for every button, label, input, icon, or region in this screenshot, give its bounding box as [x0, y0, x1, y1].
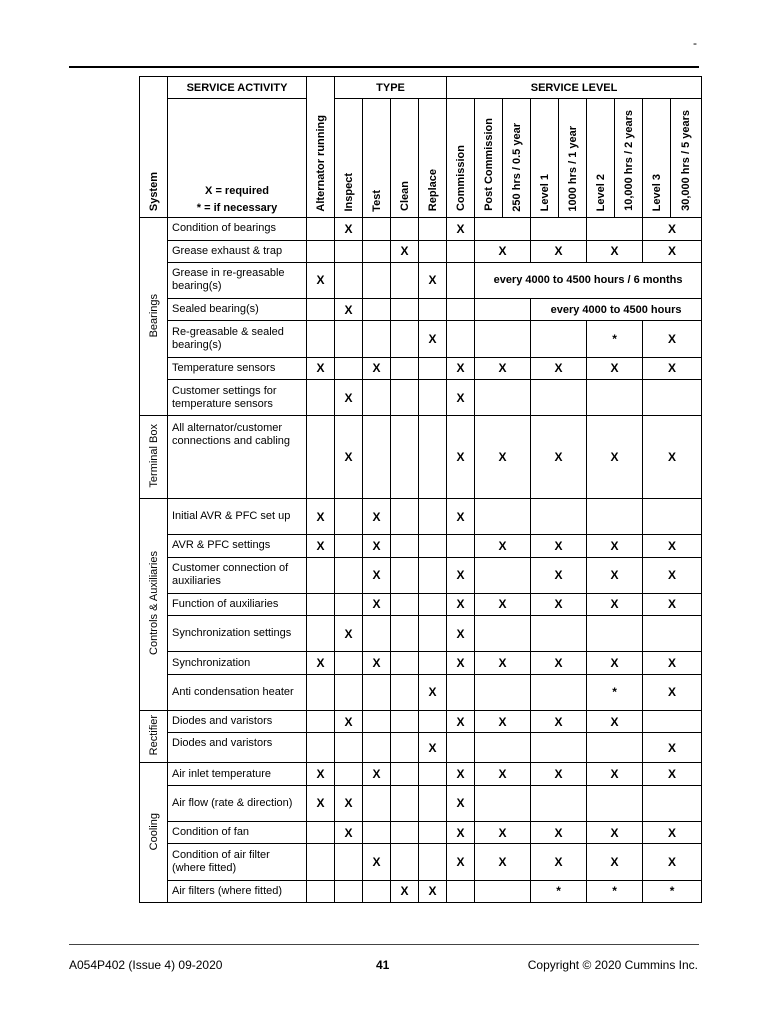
- mark-level-1: [531, 785, 587, 821]
- mark-test: X: [363, 763, 391, 785]
- mark-alternator-running: [307, 616, 335, 652]
- mark-test: [363, 880, 391, 902]
- mark-commission: X: [447, 785, 475, 821]
- legend-required: X = required: [205, 185, 269, 198]
- mark-level-1: X: [531, 652, 587, 674]
- mark-post-commission: X: [475, 357, 531, 379]
- mark-inspect: [335, 674, 363, 710]
- mark-post-commission: [475, 218, 531, 240]
- mark-level-1: [531, 733, 587, 763]
- mark-commission: X: [447, 357, 475, 379]
- mark-inspect: [335, 652, 363, 674]
- mark-inspect: [335, 498, 363, 534]
- mark-post-commission: [475, 321, 531, 357]
- top-rule: [69, 66, 699, 68]
- mark-replace: [419, 240, 447, 262]
- copyright: Copyright © 2020 Cummins Inc.: [527, 958, 698, 972]
- col-test: Test: [363, 99, 391, 218]
- table-row: [140, 218, 702, 240]
- mark-post-commission: X: [475, 652, 531, 674]
- mark-replace: X: [419, 880, 447, 902]
- activity-cell: Customer connection of auxiliaries: [168, 557, 307, 593]
- table-row: [140, 880, 702, 902]
- mark-level-2: X: [587, 652, 643, 674]
- interval-note: every 4000 to 4500 hours: [531, 299, 702, 321]
- mark-level-1: [531, 321, 587, 357]
- mark-replace: [419, 763, 447, 785]
- mark-clean: [391, 710, 419, 732]
- mark-alternator-running: [307, 299, 335, 321]
- mark-level-2: X: [587, 593, 643, 615]
- service-schedule-table: [139, 76, 702, 903]
- mark-clean: [391, 535, 419, 557]
- mark-clean: [391, 844, 419, 880]
- activity-cell: Condition of air filter (where fitted): [168, 844, 307, 880]
- mark-replace: X: [419, 262, 447, 298]
- activity-cell: All alternator/customer connections and cabling: [168, 416, 307, 499]
- mark-level-3: X: [643, 357, 702, 379]
- mark-post-commission: X: [475, 416, 531, 499]
- mark-test: X: [363, 357, 391, 379]
- mark-test: X: [363, 535, 391, 557]
- mark-level-1: X: [531, 763, 587, 785]
- mark-replace: [419, 785, 447, 821]
- mark-alternator-running: [307, 844, 335, 880]
- activity-cell: Air flow (rate & direction): [168, 785, 307, 821]
- mark-inspect: [335, 557, 363, 593]
- mark-replace: [419, 379, 447, 415]
- mark-level-2: X: [587, 822, 643, 844]
- activity-cell: Air filters (where fitted): [168, 880, 307, 902]
- mark-clean: [391, 498, 419, 534]
- mark-inspect: [335, 593, 363, 615]
- system-cooling: Cooling: [140, 763, 168, 903]
- mark-test: X: [363, 652, 391, 674]
- mark-commission: X: [447, 616, 475, 652]
- activity-cell: Function of auxiliaries: [168, 593, 307, 615]
- mark-level-3: X: [643, 416, 702, 499]
- mark-replace: [419, 844, 447, 880]
- mark-alternator-running: [307, 321, 335, 357]
- mark-inspect: [335, 844, 363, 880]
- mark-replace: [419, 416, 447, 499]
- table-row: [140, 416, 702, 499]
- mark-level-2: *: [587, 674, 643, 710]
- table-row: [140, 321, 702, 357]
- table-row: [140, 262, 702, 298]
- mark-clean: [391, 218, 419, 240]
- table-row: [140, 616, 702, 652]
- mark-level-1: X: [531, 844, 587, 880]
- table-row: [140, 733, 702, 763]
- mark-commission: [447, 733, 475, 763]
- mark-level-1: [531, 616, 587, 652]
- mark-level-2: [587, 733, 643, 763]
- mark-clean: [391, 733, 419, 763]
- mark-level-3: [643, 498, 702, 534]
- mark-test: [363, 299, 391, 321]
- mark-test: [363, 785, 391, 821]
- mark-commission: X: [447, 557, 475, 593]
- mark-level-3: X: [643, 674, 702, 710]
- activity-cell: Condition of fan: [168, 822, 307, 844]
- mark-replace: [419, 299, 447, 321]
- mark-level-2: X: [587, 357, 643, 379]
- mark-level-1: X: [531, 557, 587, 593]
- mark-inspect: X: [335, 710, 363, 732]
- document-reference: A054P402 (Issue 4) 09-2020: [69, 958, 223, 972]
- mark-clean: [391, 674, 419, 710]
- mark-level-2: X: [587, 844, 643, 880]
- mark-alternator-running: [307, 240, 335, 262]
- mark-post-commission: X: [475, 593, 531, 615]
- mark-alternator-running: [307, 379, 335, 415]
- mark-level-2: [587, 218, 643, 240]
- mark-test: [363, 218, 391, 240]
- mark-post-commission: [475, 299, 531, 321]
- mark-level-1: [531, 498, 587, 534]
- mark-level-2: [587, 379, 643, 415]
- mark-level-1: X: [531, 416, 587, 499]
- table-row: [140, 822, 702, 844]
- mark-post-commission: X: [475, 710, 531, 732]
- system-rectifier: Rectifier: [140, 710, 168, 762]
- col-30000-hrs: 30,000 hrs / 5 years: [671, 99, 702, 218]
- table-row: [140, 357, 702, 379]
- mark-alternator-running: X: [307, 785, 335, 821]
- activity-cell: Customer settings for temperature sensors: [168, 379, 307, 415]
- mark-post-commission: X: [475, 240, 531, 262]
- mark-post-commission: [475, 674, 531, 710]
- mark-clean: [391, 785, 419, 821]
- table-row: [140, 557, 702, 593]
- table-row: [140, 710, 702, 732]
- mark-test: [363, 321, 391, 357]
- mark-level-2: X: [587, 416, 643, 499]
- mark-inspect: [335, 535, 363, 557]
- mark-post-commission: X: [475, 844, 531, 880]
- legend: [168, 99, 307, 218]
- mark-clean: [391, 299, 419, 321]
- mark-clean: [391, 652, 419, 674]
- col-level-1: Level 1: [531, 99, 559, 218]
- mark-replace: [419, 593, 447, 615]
- mark-level-3: [643, 710, 702, 732]
- table-row: [140, 498, 702, 534]
- mark-clean: [391, 379, 419, 415]
- mark-level-1: X: [531, 357, 587, 379]
- col-250-hrs: 250 hrs / 0.5 year: [503, 99, 531, 218]
- table-row: [140, 593, 702, 615]
- mark-level-3: X: [643, 763, 702, 785]
- system-column-header: System: [140, 77, 168, 218]
- mark-test: [363, 822, 391, 844]
- mark-commission: X: [447, 593, 475, 615]
- mark-inspect: X: [335, 218, 363, 240]
- table-row: [140, 763, 702, 785]
- mark-replace: [419, 357, 447, 379]
- mark-commission: [447, 674, 475, 710]
- service-level-header: SERVICE LEVEL: [447, 77, 702, 99]
- mark-alternator-running: X: [307, 498, 335, 534]
- col-replace: Replace: [419, 99, 447, 218]
- mark-replace: X: [419, 674, 447, 710]
- mark-test: X: [363, 498, 391, 534]
- mark-clean: [391, 321, 419, 357]
- header-row-columns: [140, 99, 702, 218]
- activity-cell: Condition of bearings: [168, 218, 307, 240]
- mark-level-3: X: [643, 652, 702, 674]
- mark-level-3: X: [643, 844, 702, 880]
- mark-post-commission: [475, 785, 531, 821]
- mark-level-2: [587, 785, 643, 821]
- mark-level-3: X: [643, 733, 702, 763]
- table-row: [140, 785, 702, 821]
- activity-cell: Initial AVR & PFC set up: [168, 498, 307, 534]
- activity-cell: AVR & PFC settings: [168, 535, 307, 557]
- service-activity-header: SERVICE ACTIVITY: [168, 77, 307, 99]
- interval-note: every 4000 to 4500 hours / 6 months: [475, 262, 702, 298]
- mark-test: [363, 416, 391, 499]
- mark-level-2: X: [587, 710, 643, 732]
- mark-replace: [419, 218, 447, 240]
- mark-test: X: [363, 844, 391, 880]
- mark-level-2: *: [587, 321, 643, 357]
- footer-rule: [69, 944, 699, 945]
- mark-test: X: [363, 593, 391, 615]
- activity-cell: Air inlet temperature: [168, 763, 307, 785]
- col-10000-hrs: 10,000 hrs / 2 years: [615, 99, 643, 218]
- mark-level-3: [643, 785, 702, 821]
- mark-post-commission: X: [475, 535, 531, 557]
- mark-replace: [419, 710, 447, 732]
- mark-commission: X: [447, 379, 475, 415]
- mark-level-1: X: [531, 710, 587, 732]
- mark-level-3: [643, 379, 702, 415]
- mark-inspect: X: [335, 299, 363, 321]
- mark-inspect: X: [335, 616, 363, 652]
- col-1000-hrs: 1000 hrs / 1 year: [559, 99, 587, 218]
- mark-inspect: [335, 733, 363, 763]
- mark-level-1: *: [531, 880, 587, 902]
- header-row-sections: [140, 77, 702, 99]
- system-terminal-box: Terminal Box: [140, 416, 168, 499]
- system-bearings: Bearings: [140, 218, 168, 416]
- mark-clean: [391, 616, 419, 652]
- mark-clean: [391, 763, 419, 785]
- mark-level-3: X: [643, 535, 702, 557]
- mark-commission: [447, 299, 475, 321]
- col-post-commission: Post Commission: [475, 99, 503, 218]
- mark-alternator-running: [307, 416, 335, 499]
- mark-commission: X: [447, 652, 475, 674]
- activity-cell: Sealed bearing(s): [168, 299, 307, 321]
- mark-commission: X: [447, 218, 475, 240]
- mark-replace: X: [419, 321, 447, 357]
- mark-level-3: X: [643, 557, 702, 593]
- type-header: TYPE: [335, 77, 447, 99]
- mark-replace: [419, 822, 447, 844]
- mark-alternator-running: [307, 593, 335, 615]
- mark-alternator-running: [307, 822, 335, 844]
- mark-test: [363, 379, 391, 415]
- mark-inspect: X: [335, 785, 363, 821]
- mark-test: [363, 674, 391, 710]
- mark-alternator-running: [307, 218, 335, 240]
- mark-clean: [391, 557, 419, 593]
- mark-alternator-running: X: [307, 357, 335, 379]
- mark-test: [363, 710, 391, 732]
- mark-alternator-running: X: [307, 652, 335, 674]
- mark-clean: [391, 357, 419, 379]
- mark-alternator-running: X: [307, 763, 335, 785]
- mark-level-3: X: [643, 593, 702, 615]
- mark-clean: X: [391, 240, 419, 262]
- mark-alternator-running: [307, 557, 335, 593]
- mark-level-3: X: [643, 321, 702, 357]
- mark-level-2: [587, 498, 643, 534]
- mark-clean: X: [391, 880, 419, 902]
- mark-replace: [419, 557, 447, 593]
- activity-cell: Synchronization settings: [168, 616, 307, 652]
- mark-inspect: [335, 357, 363, 379]
- mark-level-1: X: [531, 240, 587, 262]
- mark-clean: [391, 262, 419, 298]
- legend-if-necessary: * = if necessary: [196, 202, 278, 215]
- mark-post-commission: X: [475, 763, 531, 785]
- mark-post-commission: [475, 379, 531, 415]
- col-level-2: Level 2: [587, 99, 615, 218]
- system-controls-auxiliaries: Controls & Auxiliaries: [140, 498, 168, 710]
- mark-test: X: [363, 557, 391, 593]
- mark-commission: X: [447, 763, 475, 785]
- table-row: [140, 674, 702, 710]
- mark-commission: X: [447, 822, 475, 844]
- mark-level-2: X: [587, 557, 643, 593]
- mark-commission: X: [447, 844, 475, 880]
- mark-replace: [419, 498, 447, 534]
- mark-level-2: X: [587, 763, 643, 785]
- mark-commission: [447, 880, 475, 902]
- mark-level-1: X: [531, 822, 587, 844]
- mark-commission: [447, 240, 475, 262]
- mark-commission: [447, 262, 475, 298]
- mark-commission: X: [447, 710, 475, 732]
- mark-level-3: *: [643, 880, 702, 902]
- mark-level-1: [531, 218, 587, 240]
- mark-level-2: [587, 616, 643, 652]
- mark-inspect: X: [335, 416, 363, 499]
- mark-level-1: [531, 379, 587, 415]
- activity-cell: Grease in re-greasable bearing(s): [168, 262, 307, 298]
- page-number: 41: [376, 958, 390, 972]
- col-clean: Clean: [391, 99, 419, 218]
- mark-post-commission: [475, 733, 531, 763]
- mark-post-commission: [475, 880, 531, 902]
- mark-alternator-running: X: [307, 262, 335, 298]
- table-row: [140, 240, 702, 262]
- mark-replace: [419, 652, 447, 674]
- mark-commission: X: [447, 498, 475, 534]
- table-row: [140, 652, 702, 674]
- col-alternator-running: Alternator running: [307, 77, 335, 218]
- col-level-3: Level 3: [643, 99, 671, 218]
- mark-test: [363, 733, 391, 763]
- mark-alternator-running: [307, 674, 335, 710]
- mark-inspect: X: [335, 822, 363, 844]
- mark-commission: [447, 535, 475, 557]
- mark-post-commission: [475, 557, 531, 593]
- mark-clean: [391, 593, 419, 615]
- mark-clean: [391, 822, 419, 844]
- mark-test: [363, 616, 391, 652]
- mark-level-2: X: [587, 240, 643, 262]
- mark-level-1: [531, 674, 587, 710]
- header-mark: -: [693, 36, 697, 50]
- mark-alternator-running: X: [307, 535, 335, 557]
- activity-cell: Temperature sensors: [168, 357, 307, 379]
- mark-level-2: X: [587, 535, 643, 557]
- col-commission: Commission: [447, 99, 475, 218]
- mark-level-1: X: [531, 535, 587, 557]
- mark-alternator-running: [307, 710, 335, 732]
- activity-cell: Re-greasable & sealed bearing(s): [168, 321, 307, 357]
- mark-level-3: X: [643, 240, 702, 262]
- mark-commission: X: [447, 416, 475, 499]
- table-row: [140, 535, 702, 557]
- mark-replace: [419, 535, 447, 557]
- mark-inspect: X: [335, 379, 363, 415]
- activity-cell: Synchronization: [168, 652, 307, 674]
- mark-replace: X: [419, 733, 447, 763]
- mark-test: [363, 240, 391, 262]
- mark-inspect: [335, 240, 363, 262]
- mark-commission: [447, 321, 475, 357]
- mark-alternator-running: [307, 733, 335, 763]
- activity-cell: Diodes and varistors: [168, 733, 307, 763]
- mark-inspect: [335, 321, 363, 357]
- activity-cell: Grease exhaust & trap: [168, 240, 307, 262]
- mark-level-1: X: [531, 593, 587, 615]
- mark-level-2: *: [587, 880, 643, 902]
- mark-test: [363, 262, 391, 298]
- mark-inspect: [335, 880, 363, 902]
- mark-clean: [391, 416, 419, 499]
- mark-post-commission: X: [475, 822, 531, 844]
- activity-cell: Anti condensation heater: [168, 674, 307, 710]
- mark-level-3: X: [643, 822, 702, 844]
- table-row: [140, 379, 702, 415]
- col-inspect: Inspect: [335, 99, 363, 218]
- mark-post-commission: [475, 616, 531, 652]
- mark-replace: [419, 616, 447, 652]
- mark-alternator-running: [307, 880, 335, 902]
- table-row: [140, 844, 702, 880]
- mark-post-commission: [475, 498, 531, 534]
- mark-level-3: [643, 616, 702, 652]
- activity-cell: Diodes and varistors: [168, 710, 307, 732]
- table-row: [140, 299, 702, 321]
- mark-inspect: [335, 763, 363, 785]
- mark-inspect: [335, 262, 363, 298]
- mark-level-3: X: [643, 218, 702, 240]
